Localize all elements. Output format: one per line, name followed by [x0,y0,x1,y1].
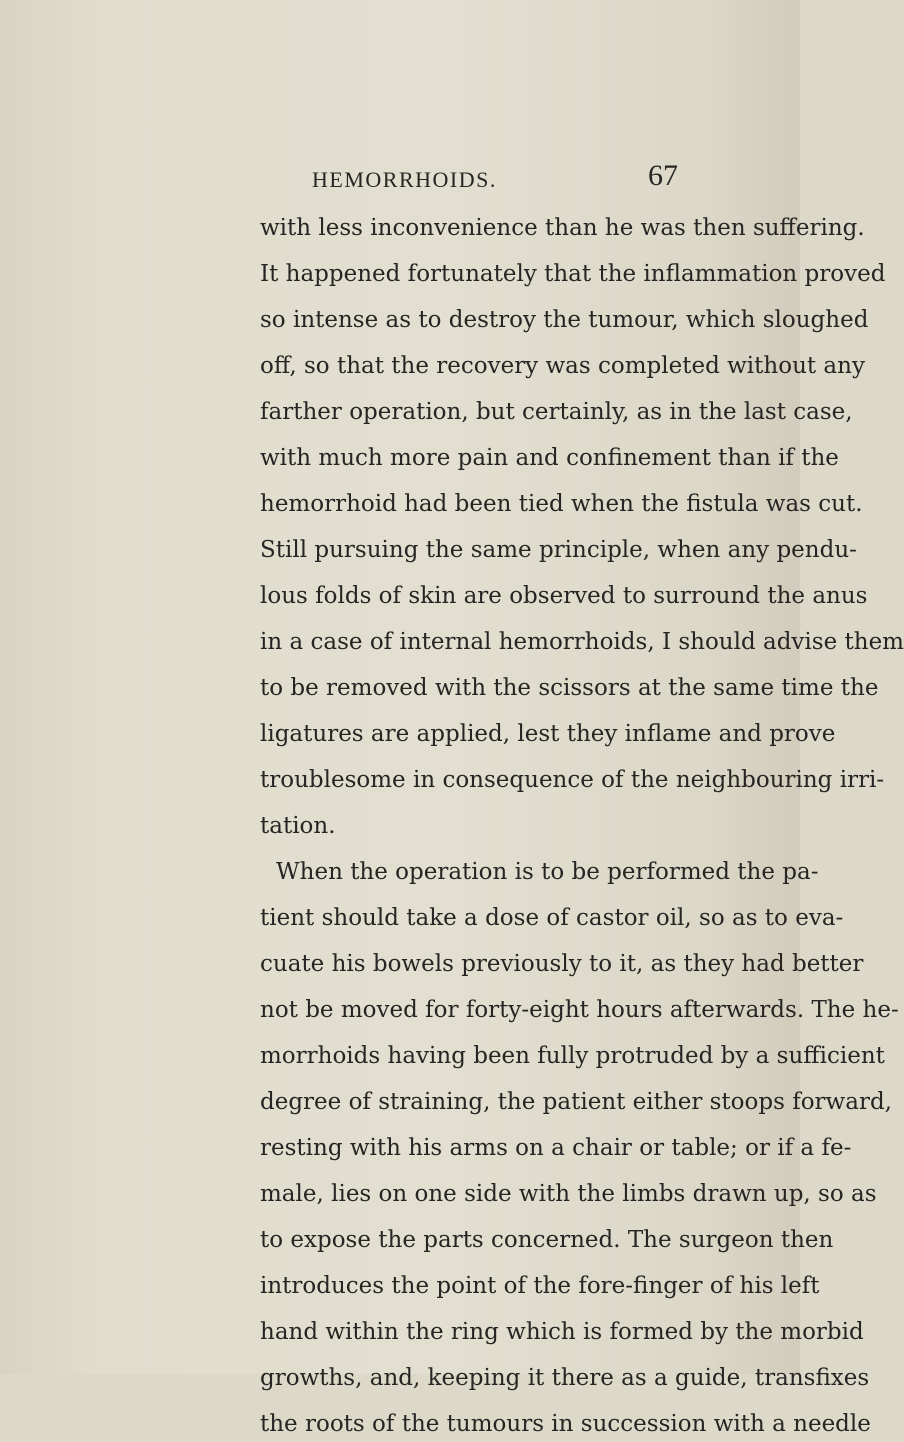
text-line: tient should take a dose of castor oil, so as to eva- [260,905,844,931]
text-line: to be removed with the scissors at the same time the [260,675,879,701]
text-line: the roots of the tumours in succession with a needle [260,1411,871,1437]
text-line: cuate his bowels previously to it, as they had better [260,951,864,977]
text-line: hand within the ring which is formed by the morbid [260,1319,864,1345]
text-line: When the operation is to be performed the pa- [276,859,819,885]
text-line: hemorrhoid had been tied when the fistula was cut. [260,491,863,517]
text-line: off, so that the recovery was completed without any [260,353,865,379]
text-line: to expose the parts concerned. The surgeon then [260,1227,834,1253]
page-header [0,160,800,200]
text-line: Still pursuing the same principle, when any pendu- [260,537,857,563]
text-line: morrhoids having been fully protruded by a sufficient [260,1043,885,1069]
text-line: ligatures are applied, lest they inflame and prove [260,721,836,747]
text-line: degree of straining, the patient either stoops forward, [260,1089,892,1115]
page-number: 67 [648,159,678,192]
text-line: lous folds of skin are observed to surround the anus [260,583,868,609]
text-line: so intense as to destroy the tumour, which sloughed [260,307,869,333]
text-line: resting with his arms on a chair or table; or if a fe- [260,1135,852,1161]
text-line: tation. [260,813,336,839]
text-line: not be moved for forty-eight hours afterwards. The he- [260,997,899,1023]
running-head: HEMORRHOIDS. [312,167,497,192]
text-line: male, lies on one side with the limbs drawn up, so as [260,1181,877,1207]
text-line: growths, and, keeping it there as a guide, transfixes [260,1365,870,1391]
text-line: with less inconvenience than he was then suffering. [260,215,865,241]
text-line: It happened fortunately that the inflammation proved [260,261,886,287]
text-line: with much more pain and confinement than if the [260,445,839,471]
text-line: troublesome in consequence of the neighbouring irri- [260,767,885,793]
text-line: introduces the point of the fore-finger of his left [260,1273,820,1299]
text-line: farther operation, but certainly, as in the last case, [260,399,853,425]
text-line: in a case of internal hemorrhoids, I should advise them [260,629,904,655]
